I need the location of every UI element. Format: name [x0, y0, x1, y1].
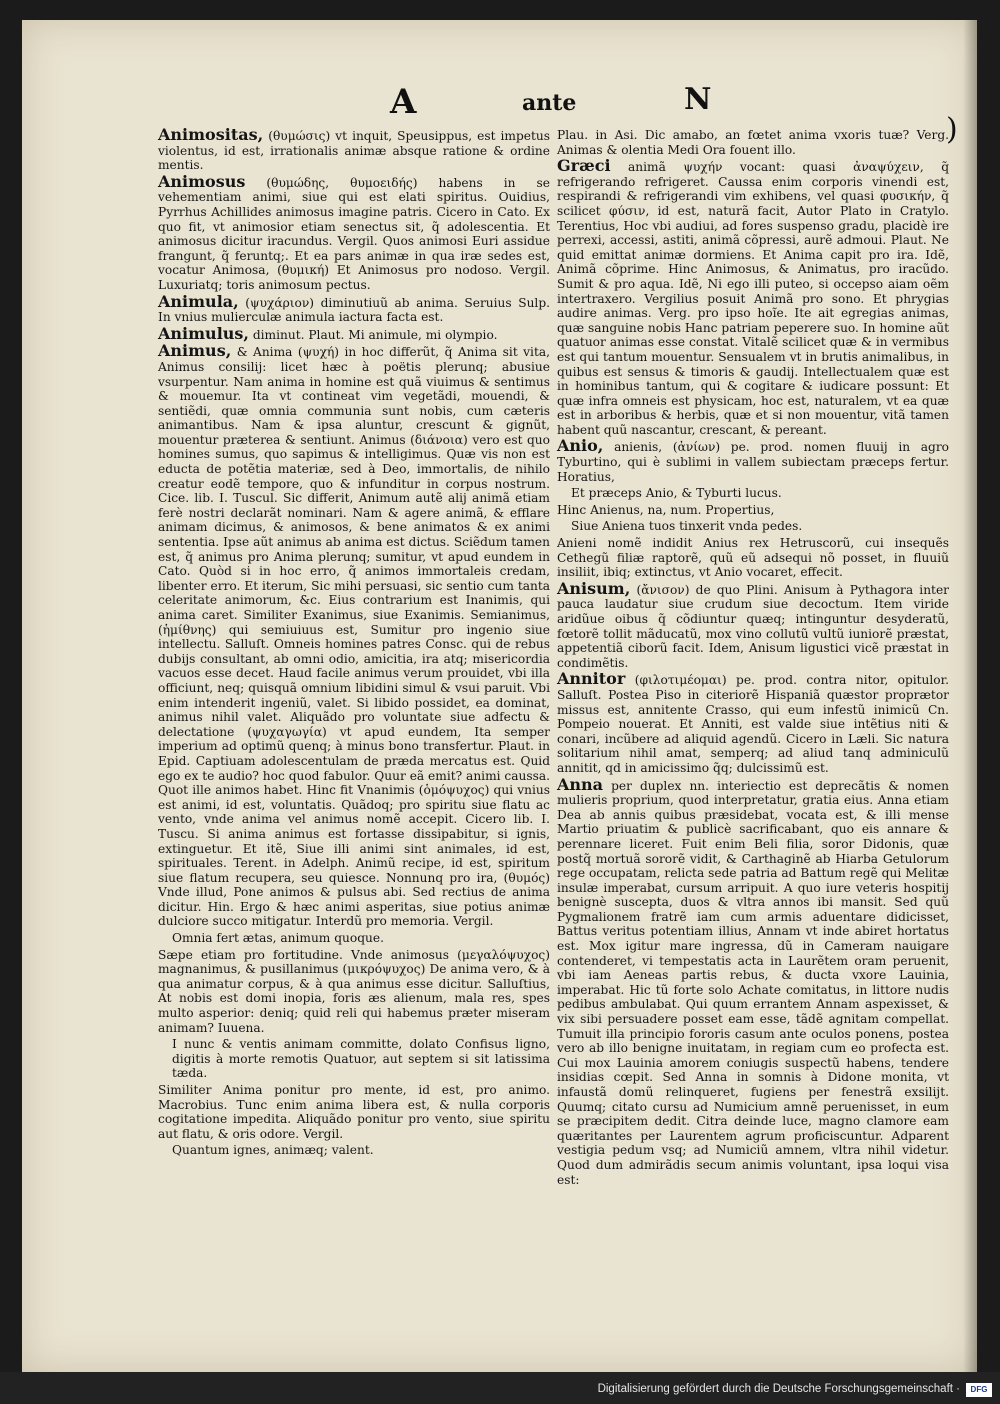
margin-mark: ) — [946, 112, 958, 147]
entry-headword: Animosus — [158, 171, 246, 191]
dictionary-entry — [158, 1083, 550, 1141]
footer-credit-text: Digitalisierung gefördert durch die Deutsche Forschungsgemeinschaft · — [597, 1383, 960, 1395]
header-running-title: ante — [522, 90, 577, 116]
entry-text: Sæpe etiam pro fortitudine. Vnde animosus (μεγαλόψυχος) magnanimus, & pusillanimus (μικρόψυχος) De anima vero, & à qua animatur corpus, & à qua animus esse dicitur. Salluſtius, At nobis est domi inopia, foris æs alienum, mala res, spes multo asperior: deniq; quid reli qui habemus præter miseram animam? Iuuena. — [158, 947, 550, 1035]
dictionary-entry — [557, 156, 950, 437]
running-header — [22, 82, 977, 122]
entry-text: Plau. in Asi. Dic amabo, an fœtet anima vxoris tuæ? Verg. Animas & olentia Medi Ora fouent illo. — [557, 128, 949, 157]
dictionary-entry — [557, 536, 949, 580]
entry-text: (φιλοτιμέομαι) pe. prod. contra nitor, opitulor. Salluſt. Postea Piso in citeriorẽ Hispaniã quæstor proprætor missus est, annitente Crasso, qui eum infestũ inimicũ Cn. Pompeio nouerat. Et Anniti, est valde siue intẽtius niti & conari, incũbere ad aliquid agendũ. Cicero in Læli. Sic natura solitarium nihil amat, semperq; ad aliud tanq adminiculũ annitit, qd in amicissimo q̃q; dulcissimũ est. — [557, 673, 950, 775]
verse-line: I nunc & ventis animam committe, dolato Confisus ligno, digitis à morte remotis Quatuor, aut septem si sit latissima tæda. — [172, 1037, 550, 1081]
entry-text: Hinc Anienus, na, num. Propertius, — [557, 502, 775, 517]
entry-headword: Anio, — [557, 436, 604, 456]
book-page — [22, 20, 977, 1372]
dfg-logo: DFG — [966, 1383, 992, 1397]
verse-line: Et præceps Anio, & Tyburti lucus. — [571, 486, 782, 501]
entry-text: per duplex nn. interiectio est deprecãtis & nomen mulieris proprium, quod interpretatur, gratia eius. Anna etiam Dea ab annis quibus præsidebat, vocata est, & illi mense Martio priuatim & publicè sacrificabant, quo eis annare & perennare liceret. Fuit enim Beli filia, soror Didonis, quæ postq̃ mortuã sororẽ vidit, & Carthaginẽ ab Hiarba Getulorum rege occupatam, relicta sede patria ad Battum regẽ qui Melitæ insulæ imperabat, cursum arripuit. A quo iure veteris hospitij benignè suscepta, duos & vltra annos ibi mansit. Sed quũ Pygmalionem fratrẽ iam cum armis aduentare didicisset, Battus veritus potentiam illius, Annam vt inde abiret hortatus est. Mox igitur mare ingressa, dũ in Cameram nauigare contenderet, vi tempestatis acta in Laurẽtem oram peruenit, vbi iam Aeneas partis rebus, & ducta vxore Lauinia, imperabat. Hic tũ forte solo Achate comitatus, in littore nudis pedibus ambulabat. Qui quum errantem Annam aspexisset, & vix sibi persuadere posset eam esse, tãdẽ agnitam compellat. Tumuit illa principio fororis casum ante oculos ponens, postea vero ab illo benigne inuitatam, in regiam cum eo profecta est. Cui mox Lauinia amorem coniugis suspectũ habens, tendere insidias cœpit. Sed Anna in somnis à Didone monita, vt infaustã domũ relinqueret, fugiens per fenestrã exsilijt. Quumq; citato cursu ad Numicium amnẽ peruenisset, in eum se præcipitem dedit. Citra deinde luce, magno clamore eam quæritantes per Laurentem agrum proficiscuntur. Adparent vestigia pedum vsq; ad Numiciũ amnem, vltra nihil videtur. Quod dum admirãdis secum animis voluntant, ipsa loqui visa est: — [557, 778, 950, 1187]
header-right-letter: N — [684, 82, 712, 117]
entry-headword: Græci — [557, 156, 611, 176]
header-left-letter: A — [390, 82, 417, 122]
dictionary-entry — [158, 341, 550, 929]
dictionary-entry — [158, 323, 550, 343]
dictionary-entry — [158, 291, 550, 325]
entry-headword: Animulus, — [158, 323, 249, 343]
dictionary-entry — [158, 171, 550, 293]
entry-text: & Anima (ψυχή) in hoc differũt, q̃ Anima sit vita, Animus consilij: licet hæc à poëtis plerunq; abusiue vsurpentur. Nam anima in homine est quã viuimus & sentimus & mouemur. Ita vt contineat vim vegetãdi, mouendi, & sentiẽdi, quæ omnia communia sunt nobis, cum cæteris animantibus. Nam & ipsa aluntur, crescunt & gignũt, mouentur præterea & sentiunt. Animus (διάνοια) vero est quo homines sumus, quo sapimus & intelligimus. Quæ vis non est educta de potẽtia materiæ, sed à Deo, immortalis, de nihilo creatur eodẽ tempore, quo & infunditur in corpus nostrum. Cice. lib. I. Tuscul. Sic differit, Animum autẽ alij animã etiam ferè nostri declarãt nominari. Nam & agere animã, & efflare animam dicimus, & animosos, & bene animatos & ex animi sententia. Ipse aũt animus ab anima est dictus. Sciẽdum tamen est, q̃ animus pro Anima plerunq; sumitur, vt apud eundem in Cato. Quòd si in hoc erro, q̃ animos immortaleis credam, libenter erro. Et iterum, Sic mihi persuasi, sic sentio cum tanta celeritate animorum, &c. Eius contrarium est Inanimis, qui anima caret. Similiter Exanimus, siue Exanimis. Semianimus, (ἡμίθνης) qui semiuiuus est, Sumitur pro ingenio siue intellectu. Salluſt. Omneis homines patres Consc. qui de rebus dubijs consultant, ab omni odio, amicitia, ira atq; misericordia vacuos esse decet. Haud facile animus verum prouidet, vbi illa officiunt, neq; quisquã omnium libidini simul & vsui paruit. Vbi enim intenderit ingeniũ, valet. Si libido possidet, ea dominat, animus nihil valet. Aliquãdo pro voluntate siue adfectu & delectatione (ψυχαγωγία) vt apud eundem, Ita semper imperium ad optimũ quenq; à minus bono transfertur. Plaut. in Epid. Captiuam adolescentulam de præda mercatus est. Quid ego ex te audio? hoc quod fabulor. Quur eã emit? animi caussa. Quot ille animos habet. Hinc fit Vnanimis (ὁμόψυχος) qui vnius est animi, id est, voluntatis. Quãdoq; pro spiritu siue flatu ac vento, vnde anima vel animus nomẽ accepit. Cicero lib. I. Tuscu. Si anima animus est fortasse dissipabitur, si ignis, extinguetur. Et itẽ, Siue illi animi sint animales, id est, spirituales. Terent. in Adelph. Animũ recipe, id est, spiritum siue flatum recupera, seu quiesce. Nonnunq pro ira, (θυμός) Vnde illud, Pone animos & pulsus abi. Sed rectius de anima dicitur. Hin. Ergo & hæc animi asperitas, siue potius animæ dulciore succo mitigatur. Interdũ pro memoria. Vergil. — [158, 345, 550, 929]
entry-headword: Animus, — [158, 341, 232, 361]
dictionary-entry — [557, 578, 949, 671]
entry-headword: Animula, — [158, 291, 239, 311]
entry-text: Anieni nomẽ indidit Anius rex Hetruscorũ, cui insequẽs Cethegũ filiæ raptorẽ, quũ eũ adsequi nõ posset, in fluuiũ insiliit, ibiq; extinctus, vt Anio vocaret, effecit. — [557, 536, 949, 580]
verse-line: Quantum ignes, animæq; valent. — [172, 1143, 374, 1158]
dictionary-entry — [557, 503, 949, 518]
dictionary-entry — [557, 669, 950, 775]
entry-text: animã ψυχήν vocant: quasi ἀναψύχειν, q̃ refrigerando refrigeret. Caussa enim corporis vinendi est, respirandi & refrigerandi vim exhibens, vel quasi φυσικήν, q̃ scilicet φύσιν, id est, naturã facit, Autor Plato in Cratylo. Terentius, Hoc vbi audiui, ad fores suspenso gradu, placidè ire perrexi, accessi, astiti, animã cõpressi, aurẽ admoui. Plaut. Ne quid emittat animæ dormiens. Et Anima capit pro ira. Idẽ, Animã cõprime. Hinc Animosus, & Animatus, pro iracũdo. Sumit & pro aqua. Idẽ, Ni ego illi puteo, si occepso aiam oẽm intertraxero. Vergilius posuit Animã pro sono. Et phrygias audire animas. Verg. pro ipso hoĩe. Ite ait egregias animas, quæ sanguine nobis Hanc patriam peperere suo. In homine aũt quatuor animas esse constat. Vitalẽ scilicet quæ & in vermibus est qui tantum mouentur. Sensualem vt in brutis animalibus, in quibus est sensus & timoris & gaudij. Intellectualem quæ est in hominibus tantum, qui & cogitare & iudicare possunt: Et quæ infra omneis est physicam, hoc est, naturalem, vt ea quæ est in arboribus & herbis, quæ et si non mouentur, vitã tamen habent quũ nascantur, crescant, & pereant. — [557, 160, 950, 437]
entry-text: (ἄνισον) de quo Plini. Anisum à Pythagora inter pauca laudatur siue crudum siue decoctum. Item viride aridũue oibus q̃ cõdiuntur quæq; intinguntur desyderatũ, fœtorẽ tollit mãducatũ, mox vino collutũ vultũ iuniorẽ præstat, appetentiã ciborũ facit. Idem, Anisum ligustici vicẽ præstat in condimẽtis. — [557, 582, 949, 670]
entry-headword: Anisum, — [557, 578, 631, 598]
dictionary-entry — [557, 774, 950, 1188]
entry-headword: Annitor — [557, 669, 626, 689]
entry-text: anienis, (ἀνίων) pe. prod. nomen fluuij in agro Tyburtino, qui è sublimi in vallem subiectam præceps fertur. Horatius, — [557, 440, 950, 484]
right-column — [557, 128, 949, 1189]
dictionary-entry — [557, 436, 950, 484]
entry-text: Similiter Anima ponitur pro mente, id est, pro animo. Macrobius. Tunc enim anima libera est, & nulla corporis cogitatione impedita. Aliquãdo ponitur pro vento, siue spiritu aut flatu, & oris odore. Vergil. — [158, 1083, 550, 1141]
entry-headword: Anna — [557, 774, 604, 794]
verse-line: Siue Aniena tuos tinxerit vnda pedes. — [571, 519, 803, 534]
entry-text: diminut. Plaut. Mi animule, mi olympio. — [252, 327, 498, 342]
entry-text: (ψυχάριον) diminutiuũ ab anima. Seruius Sulp. In vnius mulierculæ animula iactura facta est. — [158, 295, 550, 325]
entry-headword: Animositas, — [158, 125, 264, 144]
entry-text: (θυμώσις) vt inquit, Speusippus, est impetus violentus, id est, irrationalis animæ absque ratione & ordine mentis. — [158, 129, 550, 173]
footer-bar — [0, 1372, 1000, 1404]
page-spine-shadow — [963, 20, 977, 1372]
dictionary-entry — [158, 125, 550, 173]
entry-text: (θυμώδης, θυμοειδής) habens in se vehementiam animi, siue qui est elati spiritus. Ouidius, Pyrrhus Achillides animosus imagine patris. Cicero in Cato. Ex quo fit, vt animosior etiam senectus sit, q̃ adolescentia. Et animosus dicitur iracundus. Vergil. Quos animosi Euri assidue frangunt, q̃ feruntq;. Et ea pars animæ in qua iræ sedes est, vocatur Animosa, (θυμική) Et Animosus pro nodoso. Vergil. Luxuriatq; toris animosum pectus. — [158, 175, 550, 292]
dictionary-entry — [557, 128, 949, 157]
dictionary-entry — [158, 948, 550, 1036]
left-column — [158, 125, 550, 1160]
verse-line: Omnia fert ætas, animum quoque. — [172, 931, 384, 946]
